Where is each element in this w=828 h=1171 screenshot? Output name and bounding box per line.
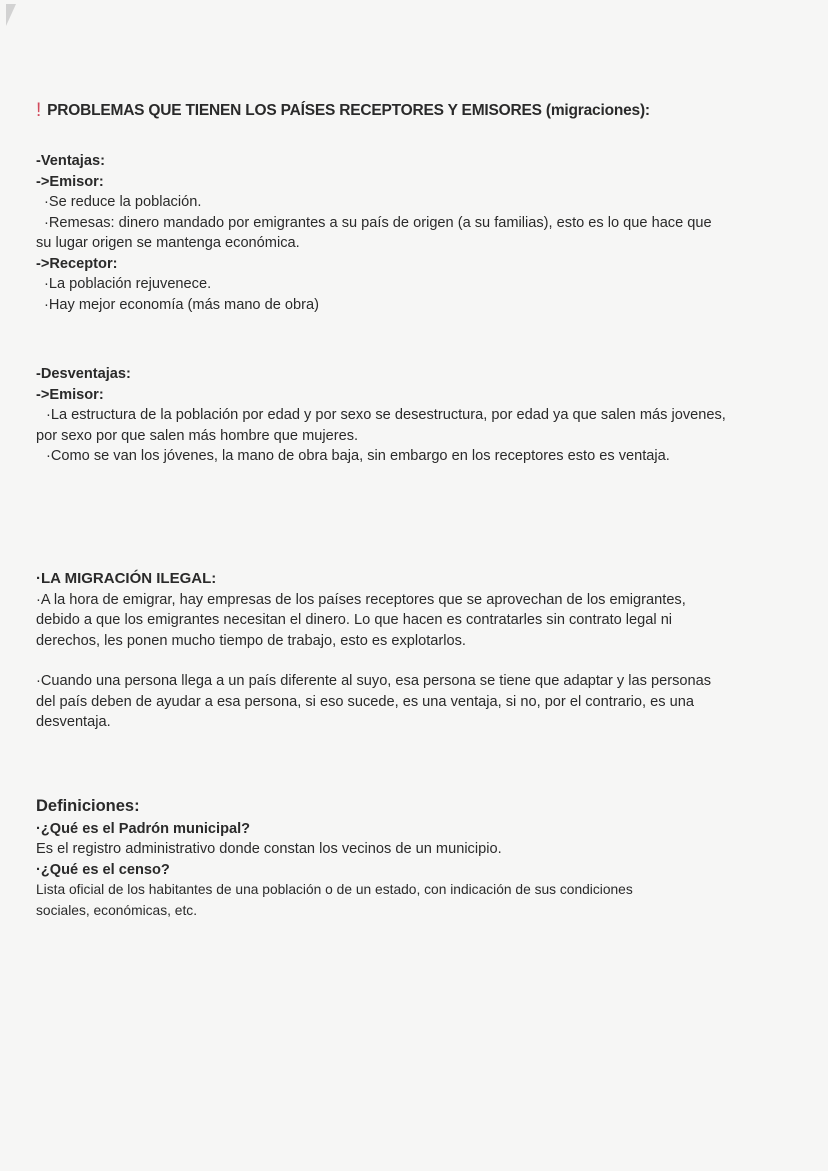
page-title-text: PROBLEMAS QUE TIENEN LOS PAÍSES RECEPTORES Y EMISORES (migraciones): <box>47 102 650 119</box>
definiciones-heading: Definiciones: <box>36 797 140 815</box>
migracion-ilegal-section <box>36 569 726 733</box>
ventajas-receptor-item: ·La población rejuvenece. <box>44 276 212 292</box>
definiciones-section <box>36 796 726 921</box>
definicion-question: ·¿Qué es el censo? <box>36 861 170 878</box>
ventajas-emisor-item: ·Remesas: dinero mandado por emigrantes a su país de origen (a su familias), esto es lo que hace que su lugar origen se mantenga económica. <box>36 214 712 251</box>
migracion-ilegal-heading: ·LA MIGRACIÓN ILEGAL: <box>36 570 217 587</box>
exclamation-icon: ! <box>36 100 42 121</box>
ventajas-emisor-heading: ->Emisor: <box>36 173 104 190</box>
definicion-answer: Lista oficial de los habitantes de una población o de un estado, con indicación de sus condiciones sociales, económicas, etc. <box>36 882 633 918</box>
desventajas-emisor-heading: ->Emisor: <box>36 386 104 403</box>
definicion-question: ·¿Qué es el Padrón municipal? <box>36 820 251 837</box>
desventajas-heading: -Desventajas: <box>36 366 131 382</box>
ventajas-section <box>36 151 726 315</box>
page-title <box>36 100 650 122</box>
migracion-ilegal-paragraph: ·Cuando una persona llega a un país diferente al suyo, esa persona se tiene que adaptar y las personas del país deben de ayudar a esa persona, si eso sucede, es una ventaja, si no, por el contrario, es una desventaja. <box>36 673 712 730</box>
ventajas-heading: -Ventajas: <box>36 153 105 169</box>
desventajas-section <box>36 364 726 467</box>
ventajas-emisor-item: ·Se reduce la población. <box>44 194 202 210</box>
desventajas-emisor-item: ·La estructura de la población por edad y por sexo se desestructura, por edad ya que salen más jovenes, por sexo por que salen más hombre que mujeres. <box>36 407 726 444</box>
ventajas-receptor-heading: ->Receptor: <box>36 255 118 272</box>
definicion-answer: Es el registro administrativo donde constan los vecinos de un municipio. <box>36 841 502 857</box>
desventajas-emisor-item: ·Como se van los jóvenes, la mano de obra baja, sin embargo en los receptores esto es ventaja. <box>46 448 670 464</box>
page-corner-fold <box>6 4 16 26</box>
migracion-ilegal-paragraph: ·A la hora de emigrar, hay empresas de los países receptores que se aprovechan de los emigrantes, debido a que los emigrantes necesitan el dinero. Lo que hacen es contratarles sin contrato legal ni derechos, les ponen mucho tiempo de trabajo, esto es explotarlos. <box>36 591 686 649</box>
ventajas-receptor-item: ·Hay mejor economía (más mano de obra) <box>44 296 319 313</box>
